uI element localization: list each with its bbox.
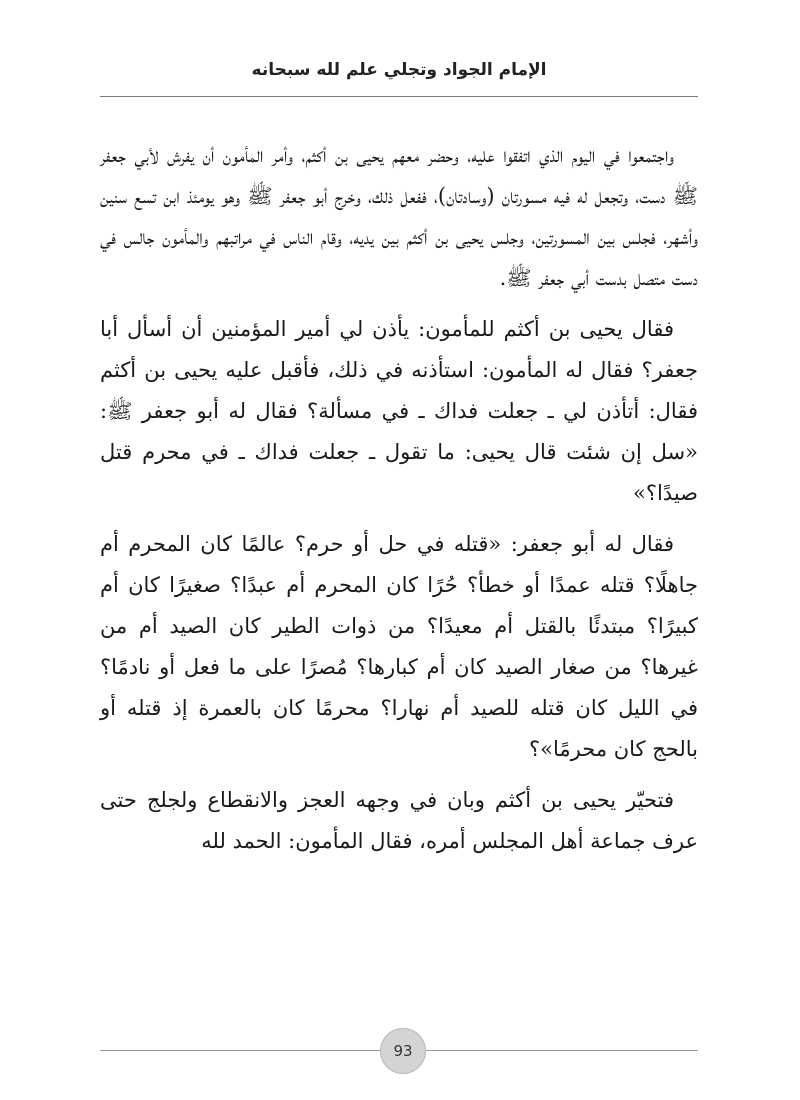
paragraph: فتحيّر يحيى بن أكثم وبان في وجهه العجز والانقطاع ولجلج حتى عرف جماعة أهل المجلس أمره، فقال المأمون: الحمد لله	[100, 788, 698, 853]
header-divider	[100, 96, 698, 97]
paragraph: فقال يحيى بن أكثم للمأمون: يأذن لي أمير المؤمنين أن أسأل أبا جعفر؟ فقال له المأمون: استأذنه في ذلك، فأقبل عليه يحيى بن أكثم فقال: أتأذن لي ـ جعلت فداك ـ في مسألة؟ فقال له أبو جعفر ﷺ: «سل إن شئت قال يحيى: ما تقول ـ جعلت فداك ـ في محرم قتل صيدًا؟»	[100, 317, 698, 505]
paragraph: فقال له أبو جعفر: «قتله في حل أو حرم؟ عالمًا كان المحرم أم جاهلًا؟ قتله عمدًا أو خطأ؟ حُرًا كان المحرم أم عبدًا؟ صغيرًا كان أم كبيرًا؟ مبتدئًا بالقتل أم معيدًا؟ من ذوات الطير كان الصيد أم من غيرها؟ من صغار الصيد كان أم كبارها؟ مُصرًا على ما فعل أو نادمًا؟ في الليل كان قتله للصيد أم نهارا؟ محرمًا كان بالعمرة إذ قتله أو بالحج كان محرمًا»؟	[100, 532, 698, 761]
paragraph: واجتمعوا في اليوم الذي اتفقوا عليه، وحضر معهم يحيى بن أكثم، وأمر المأمون أن يفرش لأبي جعفر ﷺ دست، وتجعل له فيه مسورتان (وسادتان)، ففعل ذلك، وخرج أبو جعفر ﷺ وهو يومئذ ابن تسع سنين وأشهر، فجلس بين المسورتين، وجلس يحيى بن أكثم بين يديه، وقام الناس في مراتبهم والمأمون جالس في دست متصل بدست أبي جعفر ﷺ.	[100, 143, 698, 290]
page-body	[100, 135, 698, 872]
running-header: الإمام الجواد وتجلي علم لله سبحانه	[251, 60, 547, 80]
page-number-badge: 93	[380, 1028, 426, 1074]
